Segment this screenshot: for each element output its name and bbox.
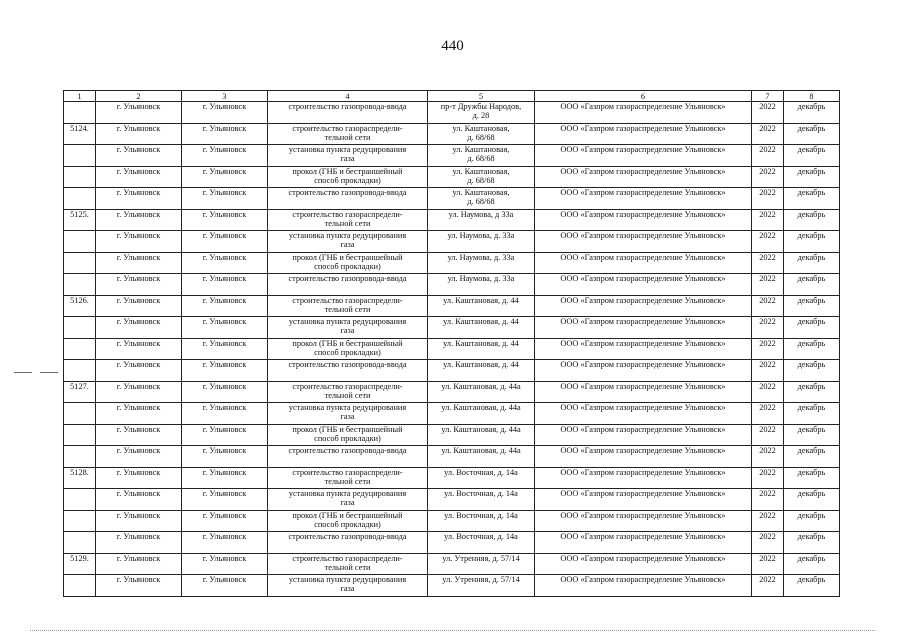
- work-type-line: установка пункта редуцирования: [288, 231, 407, 240]
- work-type-line: установка пункта редуцирования: [288, 575, 407, 584]
- year-cell: 2022: [752, 489, 784, 511]
- address-line: ул. Каштановая, д. 44: [443, 360, 519, 369]
- year-cell: 2022: [752, 274, 784, 296]
- work-type-cell: [268, 295, 428, 317]
- year-cell: 2022: [752, 188, 784, 210]
- work-type-line: строительство газораспредели-: [292, 381, 403, 391]
- object-number: 5124.: [64, 123, 96, 145]
- settlement-cell: г. Ульяновск: [182, 467, 268, 489]
- margin-mark: [14, 372, 32, 373]
- organization-cell: ООО «Газпром газораспределение Ульяновск»: [535, 145, 752, 167]
- address-cell: [428, 338, 535, 360]
- address-line: д. 68/68: [467, 197, 495, 206]
- table-body: [64, 102, 840, 597]
- year-cell: 2022: [752, 532, 784, 554]
- work-type-line: строительство газораспредели-: [292, 209, 403, 219]
- address-cell: [428, 274, 535, 296]
- year-cell: 2022: [752, 360, 784, 382]
- settlement-cell: г. Ульяновск: [182, 575, 268, 597]
- table-row: [64, 317, 840, 339]
- settlement-cell: г. Ульяновск: [182, 231, 268, 253]
- work-type-line: газа: [340, 584, 355, 593]
- work-type-line: способ прокладки): [314, 519, 381, 529]
- table-row: [64, 123, 840, 145]
- settlement-cell: г. Ульяновск: [182, 381, 268, 403]
- month-cell: декабрь: [784, 424, 840, 446]
- address-cell: [428, 446, 535, 468]
- organization-cell: ООО «Газпром газораспределение Ульяновск»: [535, 532, 752, 554]
- object-number: [64, 317, 96, 339]
- page-number: 440: [441, 38, 464, 54]
- column-header: 8: [784, 91, 840, 102]
- address-line: ул. Каштановая, д. 44: [443, 317, 519, 326]
- month-cell: декабрь: [784, 274, 840, 296]
- year-cell: 2022: [752, 166, 784, 188]
- address-line: ул. Восточная, д. 14а: [444, 510, 518, 520]
- municipality-cell: г. Ульяновск: [96, 102, 182, 124]
- column-header: 5: [428, 91, 535, 102]
- settlement-cell: г. Ульяновск: [182, 166, 268, 188]
- address-line: ул. Наумова, д 33а: [448, 209, 514, 219]
- work-type-line: тельной сети: [324, 476, 371, 486]
- municipality-cell: г. Ульяновск: [96, 145, 182, 167]
- organization-cell: ООО «Газпром газораспределение Ульяновск»: [535, 231, 752, 253]
- address-line: пр-т Дружбы Народов,: [440, 102, 522, 111]
- address-line: ул. Каштановая,: [452, 145, 510, 154]
- object-number: [64, 102, 96, 124]
- table-row: [64, 553, 840, 575]
- address-cell: [428, 166, 535, 188]
- settlement-cell: г. Ульяновск: [182, 489, 268, 511]
- work-type-line: газа: [340, 412, 355, 421]
- address-cell: [428, 403, 535, 425]
- address-cell: [428, 231, 535, 253]
- work-type-line: способ прокладки): [314, 433, 381, 443]
- address-cell: [428, 360, 535, 382]
- month-cell: декабрь: [784, 123, 840, 145]
- table-row: [64, 145, 840, 167]
- municipality-cell: г. Ульяновск: [96, 403, 182, 425]
- municipality-cell: г. Ульяновск: [96, 188, 182, 210]
- municipality-cell: г. Ульяновск: [96, 553, 182, 575]
- table-row: [64, 532, 840, 554]
- organization-cell: ООО «Газпром газораспределение Ульяновск»: [535, 102, 752, 124]
- month-cell: декабрь: [784, 252, 840, 274]
- object-number: [64, 231, 96, 253]
- address-line: ул. Каштановая, д. 44а: [441, 424, 521, 434]
- object-number: [64, 252, 96, 274]
- address-line: ул. Каштановая,: [452, 123, 510, 133]
- work-type-line: строительство газопровода-ввода: [288, 102, 407, 111]
- table-row: [64, 295, 840, 317]
- work-type-line: тельной сети: [324, 390, 371, 400]
- address-line: ул. Утренняя, д. 57/14: [442, 575, 520, 584]
- address-cell: [428, 532, 535, 554]
- month-cell: декабрь: [784, 532, 840, 554]
- work-type-cell: [268, 446, 428, 468]
- object-number: [64, 188, 96, 210]
- month-cell: декабрь: [784, 166, 840, 188]
- work-type-cell: [268, 166, 428, 188]
- settlement-cell: г. Ульяновск: [182, 188, 268, 210]
- work-type-line: газа: [340, 498, 355, 507]
- address-line: ул. Каштановая,: [452, 188, 510, 197]
- municipality-cell: г. Ульяновск: [96, 338, 182, 360]
- object-number: [64, 575, 96, 597]
- address-cell: [428, 295, 535, 317]
- work-type-line: строительство газопровода-ввода: [288, 360, 407, 369]
- work-type-line: установка пункта редуцирования: [288, 317, 407, 326]
- address-cell: [428, 489, 535, 511]
- column-header: 4: [268, 91, 428, 102]
- address-cell: [428, 209, 535, 231]
- table-row: [64, 467, 840, 489]
- work-type-cell: [268, 317, 428, 339]
- organization-cell: ООО «Газпром газораспределение Ульяновск»: [535, 209, 752, 231]
- year-cell: 2022: [752, 381, 784, 403]
- table-row: [64, 489, 840, 511]
- object-number: 5126.: [64, 295, 96, 317]
- address-line: ул. Каштановая, д. 44а: [441, 381, 521, 391]
- municipality-cell: г. Ульяновск: [96, 446, 182, 468]
- settlement-cell: г. Ульяновск: [182, 102, 268, 124]
- work-type-line: строительство газораспредели-: [292, 553, 403, 563]
- address-line: ул. Каштановая, д. 44а: [441, 446, 521, 455]
- address-cell: [428, 188, 535, 210]
- organization-cell: ООО «Газпром газораспределение Ульяновск»: [535, 274, 752, 296]
- settlement-cell: г. Ульяновск: [182, 145, 268, 167]
- margin-mark: [40, 372, 58, 373]
- work-type-line: способ прокладки): [314, 347, 381, 357]
- year-cell: 2022: [752, 231, 784, 253]
- address-cell: [428, 510, 535, 532]
- table-row: [64, 338, 840, 360]
- work-type-cell: [268, 231, 428, 253]
- organization-cell: ООО «Газпром газораспределение Ульяновск»: [535, 446, 752, 468]
- work-type-line: тельной сети: [324, 304, 371, 314]
- object-number: [64, 145, 96, 167]
- work-type-line: газа: [340, 326, 355, 335]
- municipality-cell: г. Ульяновск: [96, 575, 182, 597]
- municipality-cell: г. Ульяновск: [96, 510, 182, 532]
- municipality-cell: г. Ульяновск: [96, 467, 182, 489]
- organization-cell: ООО «Газпром газораспределение Ульяновск»: [535, 424, 752, 446]
- settlement-cell: г. Ульяновск: [182, 360, 268, 382]
- month-cell: декабрь: [784, 467, 840, 489]
- table-row: [64, 166, 840, 188]
- municipality-cell: г. Ульяновск: [96, 381, 182, 403]
- table-row: [64, 360, 840, 382]
- object-number: [64, 166, 96, 188]
- work-type-cell: [268, 467, 428, 489]
- address-line: ул. Наумова, д. 33а: [447, 231, 515, 240]
- work-type-cell: [268, 489, 428, 511]
- municipality-cell: г. Ульяновск: [96, 209, 182, 231]
- table-row: [64, 209, 840, 231]
- address-cell: [428, 123, 535, 145]
- work-type-cell: [268, 510, 428, 532]
- work-type-line: установка пункта редуцирования: [288, 403, 407, 412]
- month-cell: декабрь: [784, 510, 840, 532]
- settlement-cell: г. Ульяновск: [182, 403, 268, 425]
- address-line: ул. Восточная, д. 14а: [444, 532, 518, 541]
- address-line: ул. Каштановая, д. 44: [443, 338, 519, 348]
- work-type-cell: [268, 381, 428, 403]
- work-type-line: прокол (ГНБ и бестраншейный: [292, 166, 403, 176]
- organization-cell: ООО «Газпром газораспределение Ульяновск»: [535, 317, 752, 339]
- municipality-cell: г. Ульяновск: [96, 532, 182, 554]
- month-cell: декабрь: [784, 145, 840, 167]
- data-table: [63, 90, 840, 597]
- work-type-line: установка пункта редуцирования: [288, 489, 407, 498]
- settlement-cell: г. Ульяновск: [182, 510, 268, 532]
- work-type-line: газа: [340, 240, 355, 249]
- work-type-cell: [268, 209, 428, 231]
- settlement-cell: г. Ульяновск: [182, 424, 268, 446]
- work-type-line: строительство газораспредели-: [292, 295, 403, 305]
- settlement-cell: г. Ульяновск: [182, 532, 268, 554]
- year-cell: 2022: [752, 252, 784, 274]
- organization-cell: ООО «Газпром газораспределение Ульяновск»: [535, 295, 752, 317]
- organization-cell: ООО «Газпром газораспределение Ульяновск»: [535, 489, 752, 511]
- organization-cell: ООО «Газпром газораспределение Ульяновск»: [535, 252, 752, 274]
- municipality-cell: г. Ульяновск: [96, 252, 182, 274]
- work-type-line: строительство газораспредели-: [292, 467, 403, 477]
- year-cell: 2022: [752, 102, 784, 124]
- address-line: ул. Наумова, д. 33а: [447, 274, 515, 283]
- table-row: [64, 446, 840, 468]
- year-cell: 2022: [752, 446, 784, 468]
- work-type-cell: [268, 424, 428, 446]
- address-line: ул. Восточная, д. 14а: [444, 489, 518, 498]
- work-type-line: прокол (ГНБ и бестраншейный: [292, 252, 403, 262]
- month-cell: декабрь: [784, 295, 840, 317]
- object-number: [64, 446, 96, 468]
- work-type-line: тельной сети: [324, 218, 371, 228]
- settlement-cell: г. Ульяновск: [182, 274, 268, 296]
- organization-cell: ООО «Газпром газораспределение Ульяновск»: [535, 553, 752, 575]
- settlement-cell: г. Ульяновск: [182, 553, 268, 575]
- work-type-line: прокол (ГНБ и бестраншейный: [292, 510, 403, 520]
- object-number: [64, 424, 96, 446]
- address-line: ул. Утренняя, д. 57/14: [442, 553, 520, 563]
- month-cell: декабрь: [784, 338, 840, 360]
- table-row: [64, 381, 840, 403]
- column-header: 2: [96, 91, 182, 102]
- work-type-line: прокол (ГНБ и бестраншейный: [292, 338, 403, 348]
- year-cell: 2022: [752, 403, 784, 425]
- work-type-cell: [268, 553, 428, 575]
- header-row: [64, 91, 840, 102]
- column-header: 6: [535, 91, 752, 102]
- settlement-cell: г. Ульяновск: [182, 446, 268, 468]
- work-type-cell: [268, 575, 428, 597]
- year-cell: 2022: [752, 510, 784, 532]
- address-line: ул. Восточная, д. 14а: [444, 467, 518, 477]
- work-type-line: газа: [340, 154, 355, 163]
- year-cell: 2022: [752, 338, 784, 360]
- address-cell: [428, 467, 535, 489]
- object-number: [64, 403, 96, 425]
- scan-noise: [30, 630, 875, 633]
- table-row: [64, 231, 840, 253]
- month-cell: декабрь: [784, 403, 840, 425]
- month-cell: декабрь: [784, 188, 840, 210]
- month-cell: декабрь: [784, 489, 840, 511]
- work-type-cell: [268, 274, 428, 296]
- settlement-cell: г. Ульяновск: [182, 252, 268, 274]
- object-number: 5125.: [64, 209, 96, 231]
- address-cell: [428, 381, 535, 403]
- municipality-cell: г. Ульяновск: [96, 274, 182, 296]
- municipality-cell: г. Ульяновск: [96, 295, 182, 317]
- year-cell: 2022: [752, 123, 784, 145]
- work-type-cell: [268, 145, 428, 167]
- month-cell: декабрь: [784, 317, 840, 339]
- work-type-line: строительство газораспредели-: [292, 123, 403, 133]
- organization-cell: ООО «Газпром газораспределение Ульяновск»: [535, 166, 752, 188]
- settlement-cell: г. Ульяновск: [182, 317, 268, 339]
- year-cell: 2022: [752, 424, 784, 446]
- work-type-line: строительство газопровода-ввода: [288, 188, 407, 197]
- work-type-line: строительство газопровода-ввода: [288, 274, 407, 283]
- month-cell: декабрь: [784, 575, 840, 597]
- address-line: ул. Наумова, д. 33а: [447, 252, 515, 262]
- organization-cell: ООО «Газпром газораспределение Ульяновск»: [535, 403, 752, 425]
- year-cell: 2022: [752, 209, 784, 231]
- organization-cell: ООО «Газпром газораспределение Ульяновск»: [535, 123, 752, 145]
- address-line: д. 28: [472, 111, 490, 120]
- municipality-cell: г. Ульяновск: [96, 360, 182, 382]
- address-line: д. 68/68: [467, 132, 495, 142]
- table-row: [64, 188, 840, 210]
- work-type-cell: [268, 338, 428, 360]
- table-row: [64, 403, 840, 425]
- work-type-cell: [268, 188, 428, 210]
- municipality-cell: г. Ульяновск: [96, 231, 182, 253]
- object-number: 5128.: [64, 467, 96, 489]
- work-type-line: установка пункта редуцирования: [288, 145, 407, 154]
- table-row: [64, 252, 840, 274]
- year-cell: 2022: [752, 145, 784, 167]
- address-line: д. 68/68: [467, 154, 495, 163]
- column-header: 3: [182, 91, 268, 102]
- month-cell: декабрь: [784, 231, 840, 253]
- month-cell: декабрь: [784, 209, 840, 231]
- year-cell: 2022: [752, 295, 784, 317]
- organization-cell: ООО «Газпром газораспределение Ульяновск»: [535, 338, 752, 360]
- address-line: ул. Каштановая, д. 44: [443, 295, 519, 305]
- work-type-cell: [268, 252, 428, 274]
- organization-cell: ООО «Газпром газораспределение Ульяновск»: [535, 510, 752, 532]
- work-type-cell: [268, 360, 428, 382]
- address-cell: [428, 317, 535, 339]
- work-type-cell: [268, 403, 428, 425]
- object-number: [64, 274, 96, 296]
- work-type-line: тельной сети: [324, 132, 371, 142]
- work-type-line: строительство газопровода-ввода: [288, 446, 407, 455]
- object-number: 5129.: [64, 553, 96, 575]
- table-row: [64, 424, 840, 446]
- object-number: [64, 532, 96, 554]
- address-cell: [428, 252, 535, 274]
- work-type-cell: [268, 123, 428, 145]
- month-cell: декабрь: [784, 446, 840, 468]
- object-number: [64, 338, 96, 360]
- work-type-line: прокол (ГНБ и бестраншейный: [292, 424, 403, 434]
- table-row: [64, 102, 840, 124]
- column-header: 1: [64, 91, 96, 102]
- settlement-cell: г. Ульяновск: [182, 123, 268, 145]
- work-type-cell: [268, 102, 428, 124]
- address-cell: [428, 575, 535, 597]
- object-number: [64, 489, 96, 511]
- month-cell: декабрь: [784, 381, 840, 403]
- table-row: [64, 575, 840, 597]
- organization-cell: ООО «Газпром газораспределение Ульяновск»: [535, 467, 752, 489]
- municipality-cell: г. Ульяновск: [96, 424, 182, 446]
- year-cell: 2022: [752, 317, 784, 339]
- year-cell: 2022: [752, 553, 784, 575]
- settlement-cell: г. Ульяновск: [182, 338, 268, 360]
- work-type-line: строительство газопровода-ввода: [288, 532, 407, 541]
- year-cell: 2022: [752, 575, 784, 597]
- object-number: [64, 360, 96, 382]
- organization-cell: ООО «Газпром газораспределение Ульяновск»: [535, 381, 752, 403]
- municipality-cell: г. Ульяновск: [96, 317, 182, 339]
- work-type-line: способ прокладки): [314, 261, 381, 271]
- municipality-cell: г. Ульяновск: [96, 489, 182, 511]
- year-cell: 2022: [752, 467, 784, 489]
- municipality-cell: г. Ульяновск: [96, 166, 182, 188]
- organization-cell: ООО «Газпром газораспределение Ульяновск»: [535, 575, 752, 597]
- settlement-cell: г. Ульяновск: [182, 209, 268, 231]
- object-number: 5127.: [64, 381, 96, 403]
- organization-cell: ООО «Газпром газораспределение Ульяновск»: [535, 360, 752, 382]
- address-cell: [428, 145, 535, 167]
- address-cell: [428, 102, 535, 124]
- work-type-line: тельной сети: [324, 562, 371, 572]
- address-cell: [428, 424, 535, 446]
- object-number: [64, 510, 96, 532]
- settlement-cell: г. Ульяновск: [182, 295, 268, 317]
- address-line: д. 68/68: [467, 175, 495, 185]
- column-header: 7: [752, 91, 784, 102]
- work-type-cell: [268, 532, 428, 554]
- address-line: ул. Каштановая,: [452, 166, 510, 176]
- address-line: ул. Каштановая, д. 44а: [441, 403, 521, 412]
- month-cell: декабрь: [784, 102, 840, 124]
- table-row: [64, 274, 840, 296]
- month-cell: декабрь: [784, 360, 840, 382]
- work-type-line: способ прокладки): [314, 175, 381, 185]
- municipality-cell: г. Ульяновск: [96, 123, 182, 145]
- month-cell: декабрь: [784, 553, 840, 575]
- table-row: [64, 510, 840, 532]
- organization-cell: ООО «Газпром газораспределение Ульяновск»: [535, 188, 752, 210]
- address-cell: [428, 553, 535, 575]
